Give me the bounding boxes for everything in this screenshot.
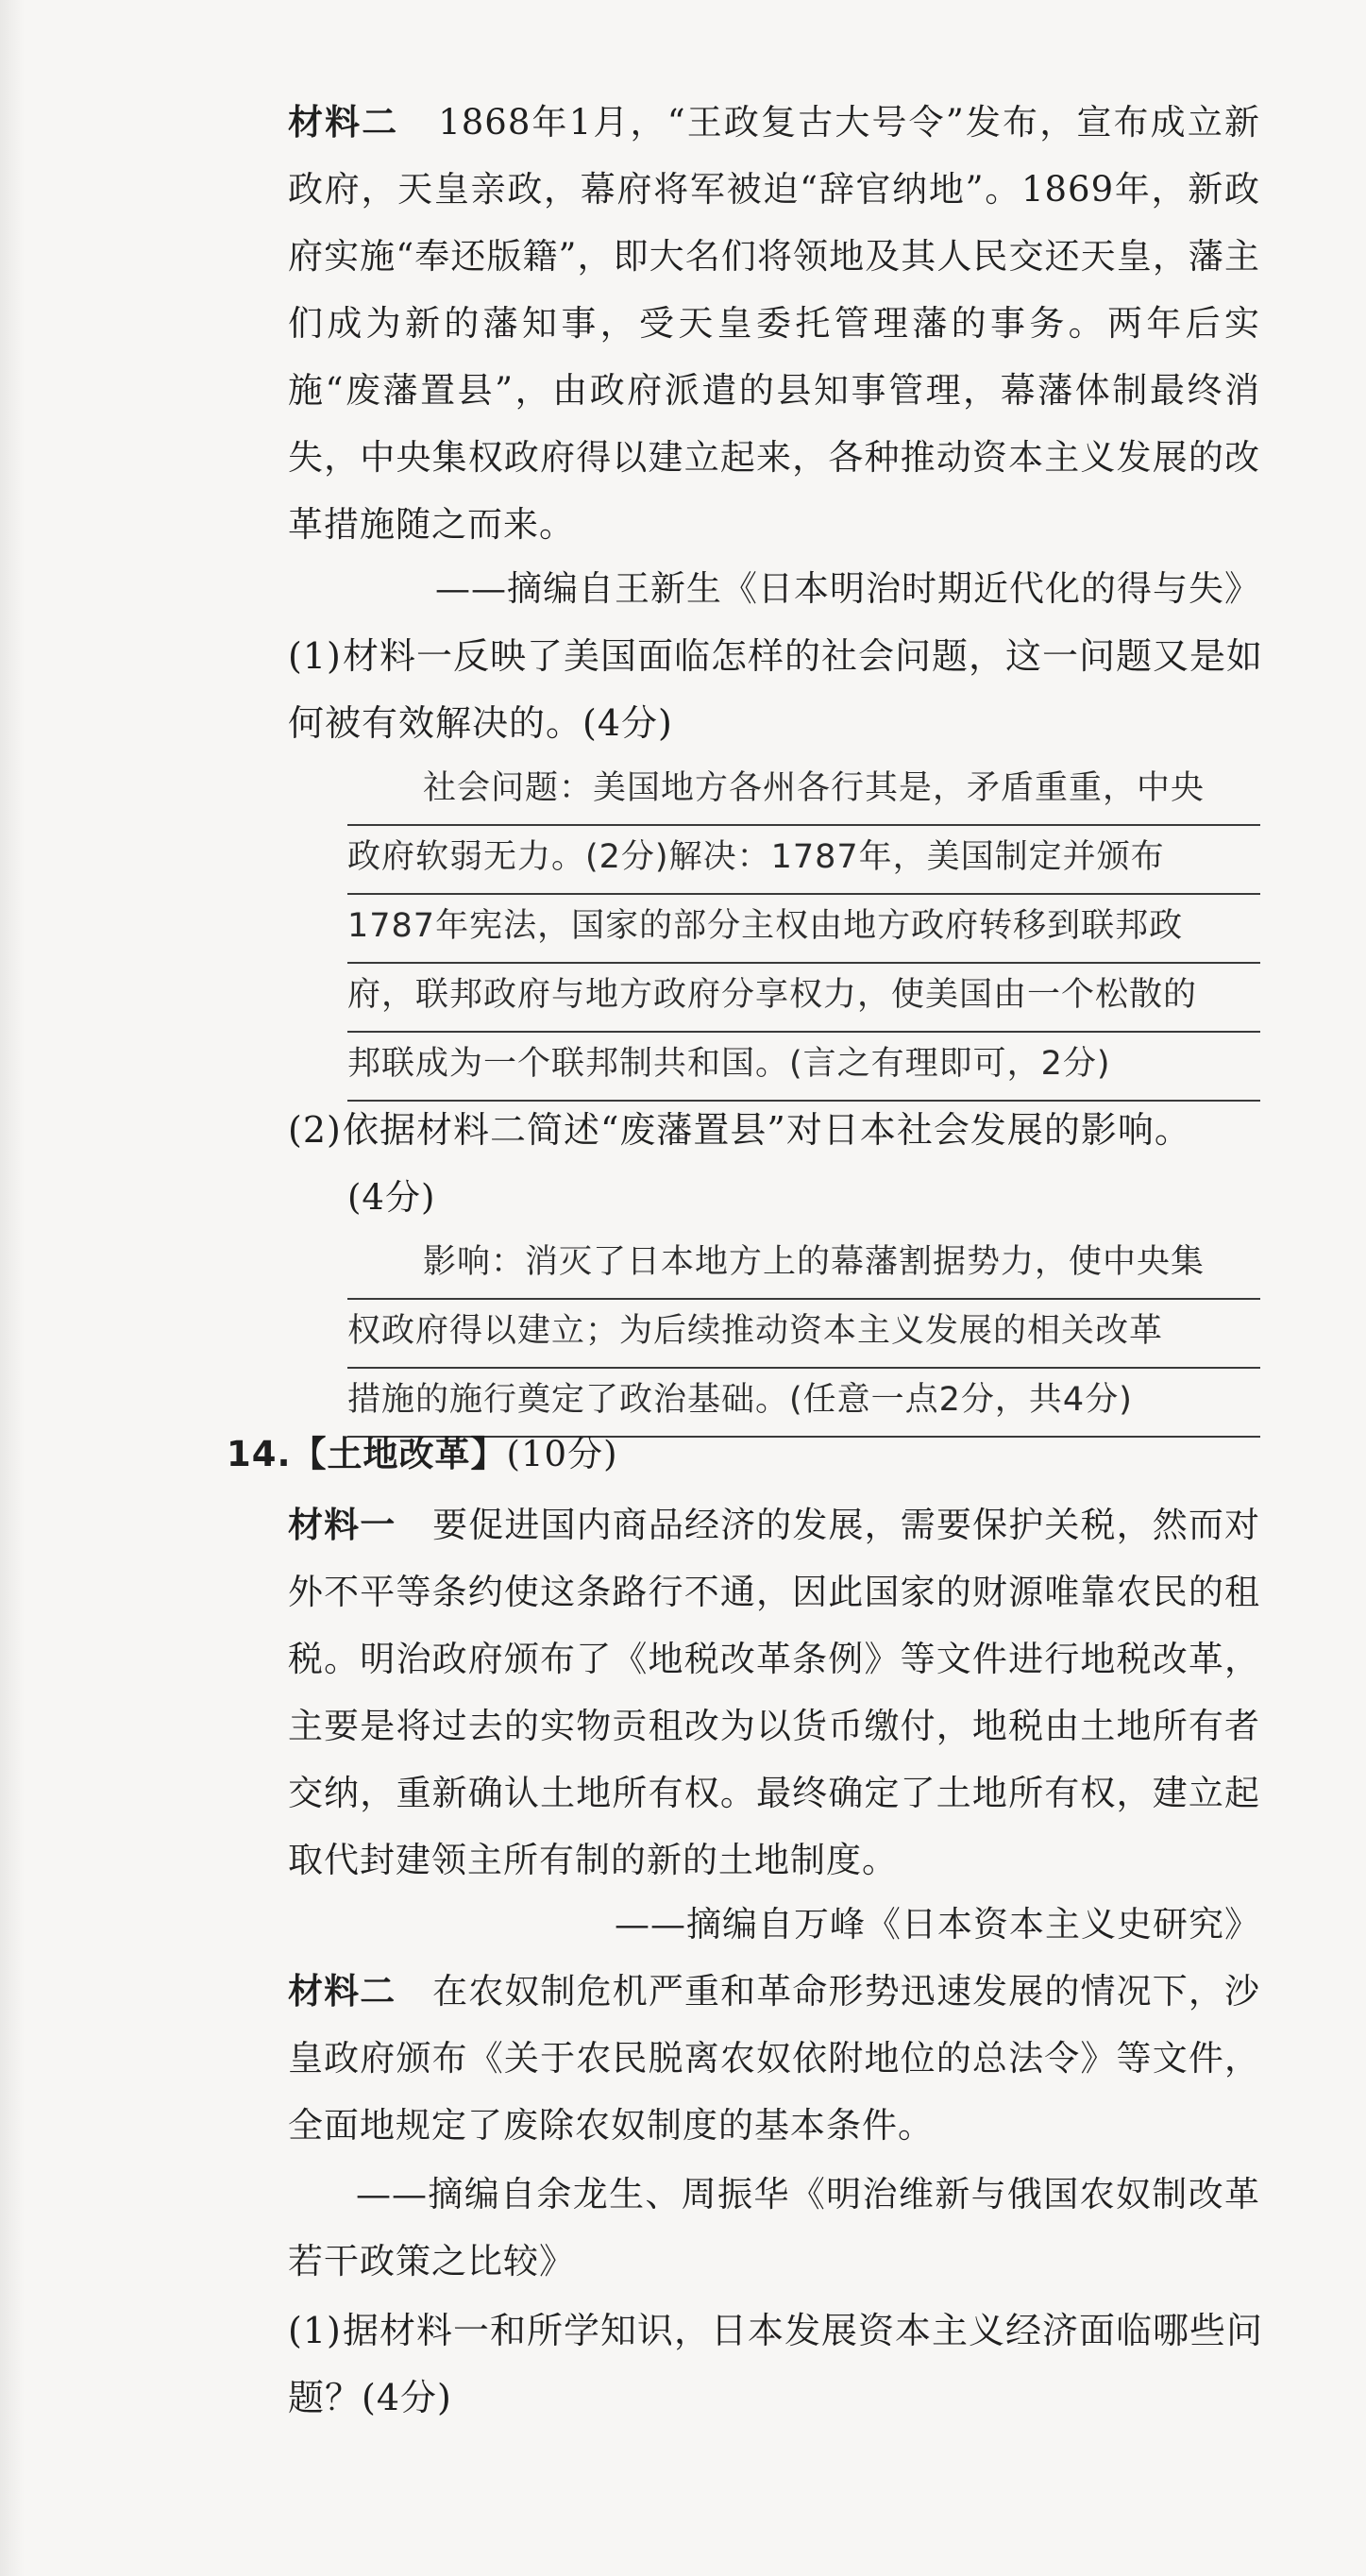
q13-q1-number: (1): [288, 635, 342, 677]
q14-material1-text: 要促进国内商品经济的发展，需要保护关税，然而对外不平等条约使这条路行不通，因此国家的财源唯靠农民的租税。明治政府颁布了《地税改革条例》等文件进行地税改革，主要是将过去的实物贡租改为以货币缴付，地税由土地所有者交纳，重新确认土地所有权。最终确定了土地所有权，建立起取代封建领主所有制的新的土地制度。: [288, 1505, 1261, 1880]
q13-material2: [288, 89, 1260, 558]
q13-q1-answer-line: 政府软弱无力。(2分)解决：1787年，美国制定并颁布: [347, 826, 1260, 895]
q13-question-1: [288, 623, 1270, 757]
q13-q1-answer-line: 1787年宪法，国家的部分主权由地方政府转移到联邦政: [347, 895, 1260, 964]
q13-q2-text: 依据材料二简述“废藩置县”对日本社会发展的影响。: [343, 1109, 1191, 1151]
q14-topic: 【土地改革】: [291, 1434, 507, 1474]
q13-material2-text: 1868年1月，“王政复古大号令”发布，宣布成立新政府，天皇亲政，幕府将军被迫“辞官纳地”。1869年，新政府实施“奉还版籍”，即大名们将领地及其人民交还天皇，藩主们成为新的藩知事，受天皇委托管理藩的事务。两年后实施“废藩置县”，由政府派遣的县知事管理，幕藩体制最终消失，中央集权政府得以建立起来，各种推动资本主义发展的改革措施随之而来。: [288, 102, 1260, 545]
q13-q1-answer-line: 府，联邦政府与地方政府分享权力，使美国由一个松散的: [347, 964, 1260, 1033]
q14-q1-text: 据材料一和所学知识，日本发展资本主义经济面临哪些问题？(4分): [288, 2310, 1264, 2418]
q14-heading: [227, 1421, 618, 1488]
q13-q1-answer-line: 邦联成为一个联邦制共和国。(言之有理即可，2分): [347, 1033, 1260, 1102]
q14-material2-source: ——摘编自余龙生、周振华《明治维新与俄国农奴制改革若干政策之比较》: [288, 2174, 1260, 2281]
q13-q2-answer-line: 措施的施行奠定了政治基础。(任意一点2分，共4分): [347, 1369, 1260, 1438]
q13-material2-label: 材料二: [288, 102, 399, 143]
q13-q2-answer-line: 影响：消灭了日本地方上的幕藩割据势力，使中央集: [347, 1231, 1260, 1300]
q14-score: (10分): [506, 1434, 618, 1474]
q14-material2-text: 在农奴制危机严重和革命形势迅速发展的情况下，沙皇政府颁布《关于农民脱离农奴依附地位的总法令》等文件，全面地规定了废除农奴制度的基本条件。: [288, 1971, 1261, 2146]
q14-material2-label: 材料二: [288, 1971, 396, 2012]
q13-q2-answer: [347, 1231, 1260, 1438]
q14-material1-label: 材料一: [288, 1505, 396, 1545]
q13-q2-score: (4分): [347, 1177, 436, 1218]
q14-material1-source: ——摘编自万峰《日本资本主义史研究》: [615, 1904, 1260, 1945]
q13-q1-text: 材料一反映了美国面临怎样的社会问题，这一问题又是如何被有效解决的。(4分): [288, 635, 1264, 744]
q13-q1-answer-line: 社会问题：美国地方各州各行其是，矛盾重重，中央: [347, 757, 1260, 826]
q14-q1-number: (1): [288, 2310, 342, 2351]
q13-q2-answer-line: 权政府得以建立；为后续推动资本主义发展的相关改革: [347, 1300, 1260, 1369]
q14-number: 14.: [227, 1434, 292, 1474]
q14-material2: [288, 1958, 1260, 2159]
q13-question-2: [288, 1097, 1270, 1164]
q13-q1-answer: [347, 757, 1260, 1102]
q14-question-1: [288, 2298, 1270, 2432]
page-edge-shadow: [0, 0, 25, 2576]
q14-material1: [288, 1491, 1260, 1894]
q13-material2-source: ——摘编自王新生《日本明治时期近代化的得与失》: [435, 568, 1260, 609]
q13-q2-number: (2): [288, 1109, 342, 1151]
